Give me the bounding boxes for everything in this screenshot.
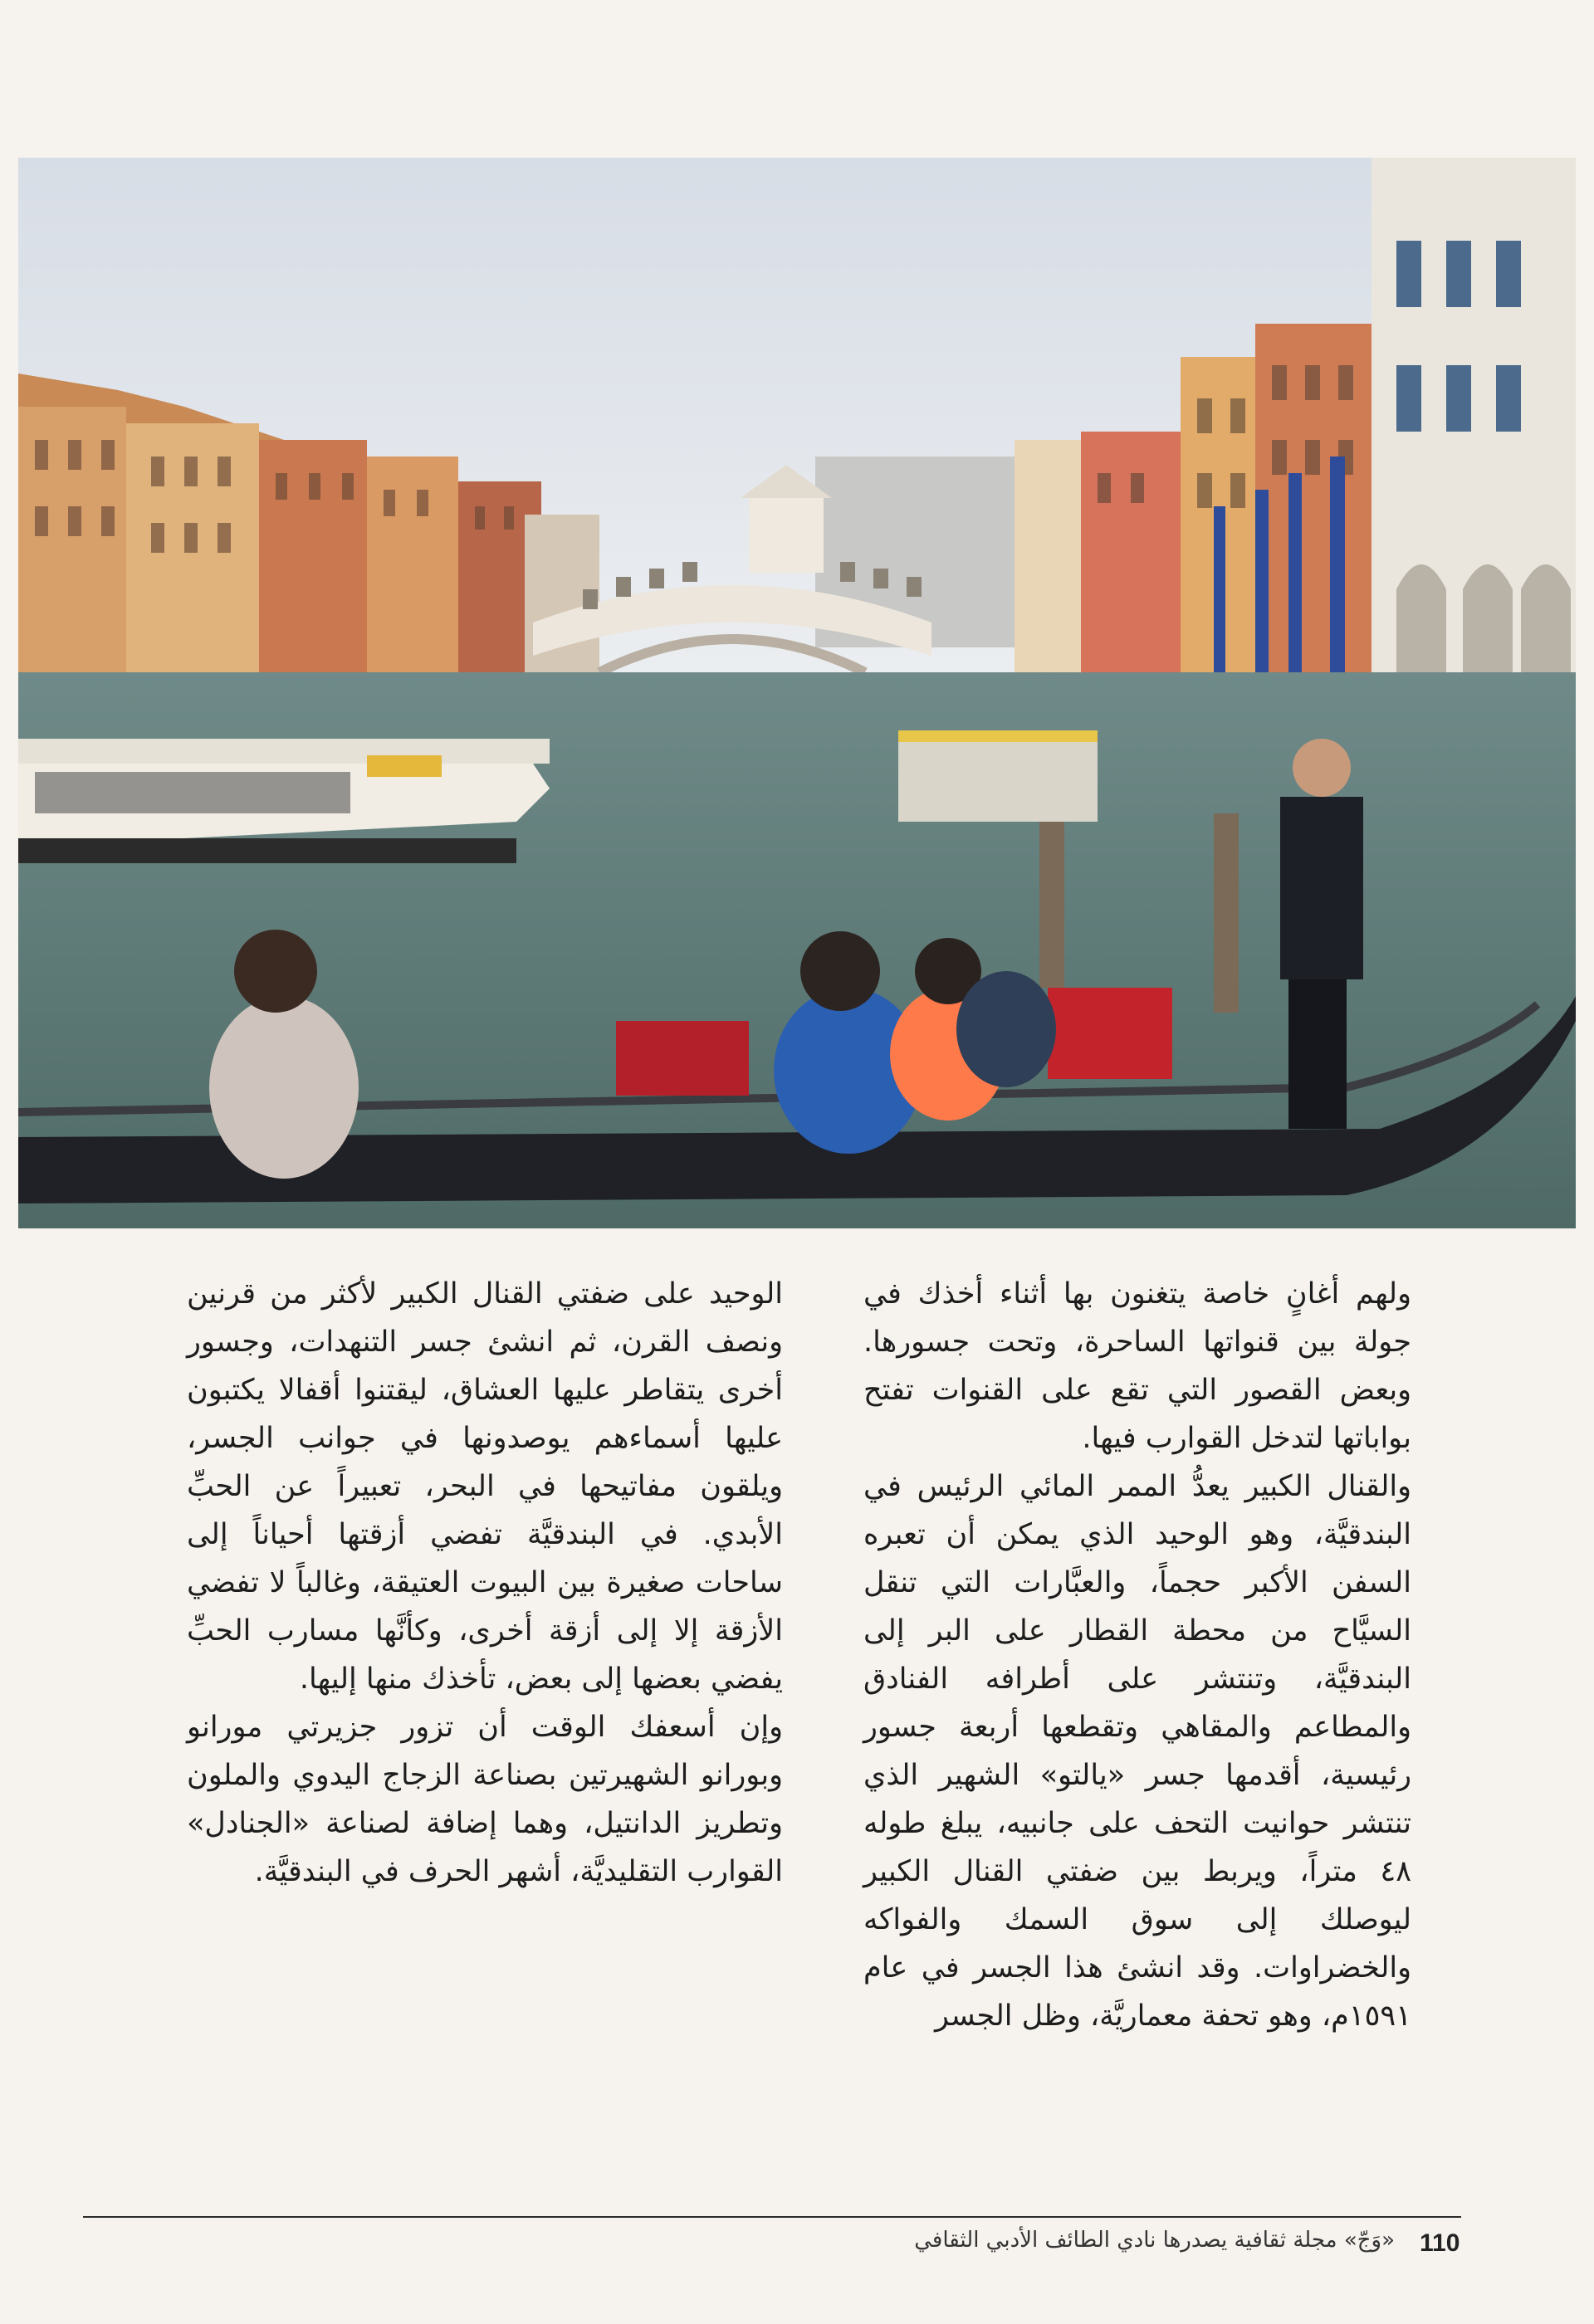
paragraph: ولهم أغانٍ خاصة يتغنون بها أثناء أخذك في جولة بين قنواتها الساحرة، وتحت جسورها. وبعض القصور التي تقع على القنوات تفتح بواباتها لتدخل القوارب فيها. xyxy=(863,1277,1411,1455)
paragraph: الوحيد على ضفتي القنال الكبير لأكثر من قرنين ونصف القرن، ثم انشئ جسر التنهدات، وجسور أخرى يتقاطر عليها العشاق، ليقتنوا أقفالا يكتبون عليها أسماءهم يوصدونها في جوانب الجسر، ويلقون مفاتيحها في البحر، تعبيراً عن الحبِّ الأبدي. في البندقيَّة تفضي أزقتها أحياناً إلى ساحات صغيرة بين البيوت العتيقة، وغالباً لا تفضي الأزقة إلا إلى أزقة أخرى، وكأنَّها مسارب الحبِّ يفضي بعضها إلى بعض، تأخذك منها إليها. xyxy=(187,1277,783,1696)
paragraph: وإن أسعفك الوقت أن تزور جزيرتي مورانو وبورانو الشهيرتين بصناعة الزجاج اليدوي والملون وتطريز الدانتيل، وهما إضافة لصناعة «الجنادل» القوارب التقليديَّة، أشهر الحرف في البندقيَّة. xyxy=(187,1711,783,1888)
footer-divider xyxy=(83,2216,1461,2218)
page-number: 110 xyxy=(1420,2229,1460,2257)
venice-canal-photo xyxy=(18,158,1576,1228)
paragraph: والقنال الكبير يعدُّ الممر المائي الرئيس في البندقيَّة، وهو الوحيد الذي يمكن أن تعبره السفن الأكبر حجماً، والعبَّارات التي تنقل السيَّاح من محطة القطار على البر إلى البندقيَّة، وتنتشر على أطرافه الفنادق والمطاعم والمقاهي وتقطعها أربعة جسور رئيسية، أقدمها جسر «يالتو» الشهير الذي تنتشر حوانيت التحف على جانبيه، يبلغ طوله ٤٨ متراً، ويربط بين ضفتي القنال الكبير ليوصلك إلى سوق السمك والفواكه والخضراوات. وقد انشئ هذا الجسر في عام ١٥٩١م، وهو تحفة معماريَّة، وظل الجسر xyxy=(863,1470,1411,2033)
article-column-right xyxy=(863,1270,1411,2040)
magazine-credit: «وَجّ» مجلة ثقافية يصدرها نادي الطائف الأدبي الثقافي xyxy=(914,2228,1395,2253)
article-column-left xyxy=(187,1270,783,1896)
